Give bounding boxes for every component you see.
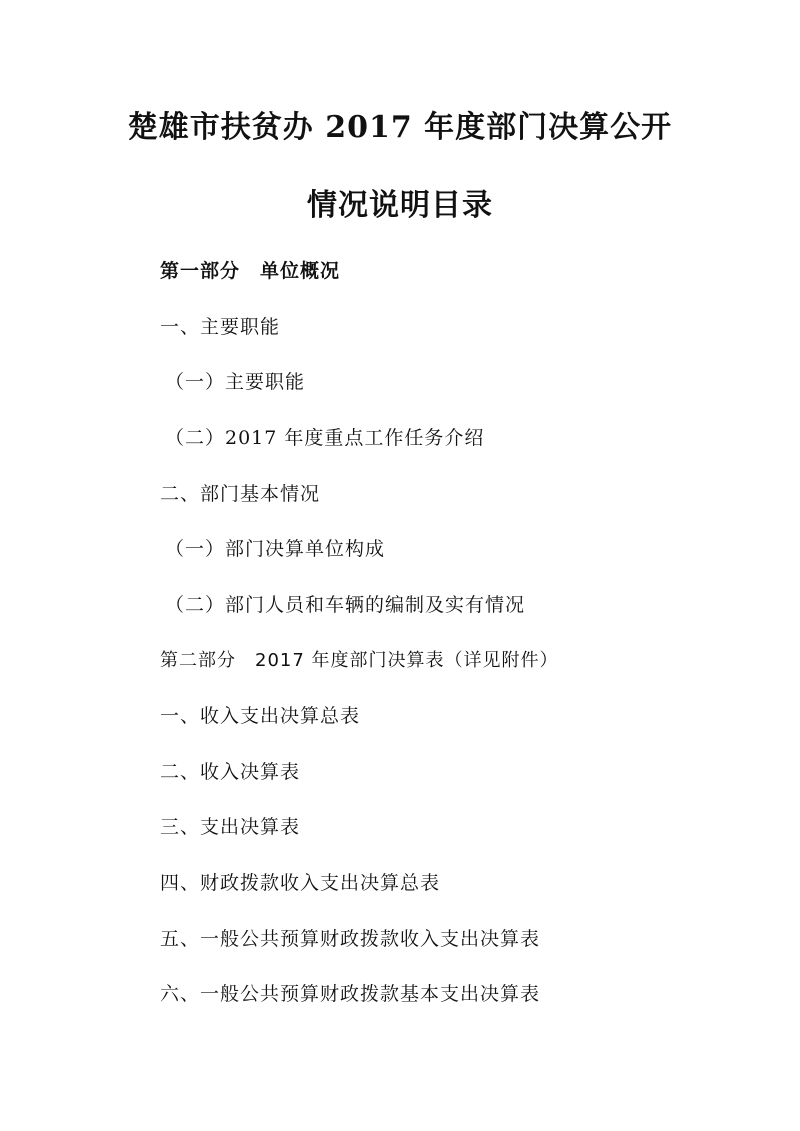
toc-item: （二）部门人员和车辆的编制及实有情况 (165, 594, 526, 616)
toc-item: （一）主要职能 (165, 371, 306, 393)
toc-item: 三、支出决算表 (160, 816, 301, 838)
toc-item: 五、一般公共预算财政拨款收入支出决算表 (160, 928, 541, 950)
document-title-line-1: 楚雄市扶贫办 2017 年度部门决算公开 (127, 110, 673, 145)
part1-heading: 第一部分 单位概况 (160, 260, 341, 282)
toc-item: 一、主要职能 (160, 316, 281, 338)
toc-item: 二、收入决算表 (160, 761, 301, 783)
toc-item: 一、收入支出决算总表 (160, 705, 361, 727)
toc-item: 六、一般公共预算财政拨款基本支出决算表 (160, 983, 541, 1005)
part2-heading: 第二部分 2017 年度部门决算表（详见附件） (160, 650, 559, 671)
document-title-line-2: 情况说明目录 (307, 188, 493, 223)
toc-item: 四、财政拨款收入支出决算总表 (160, 872, 441, 894)
toc-item: 二、部门基本情况 (160, 483, 321, 505)
toc-item: （二）2017 年度重点工作任务介绍 (165, 427, 485, 449)
toc-item: （一）部门决算单位构成 (165, 538, 386, 560)
